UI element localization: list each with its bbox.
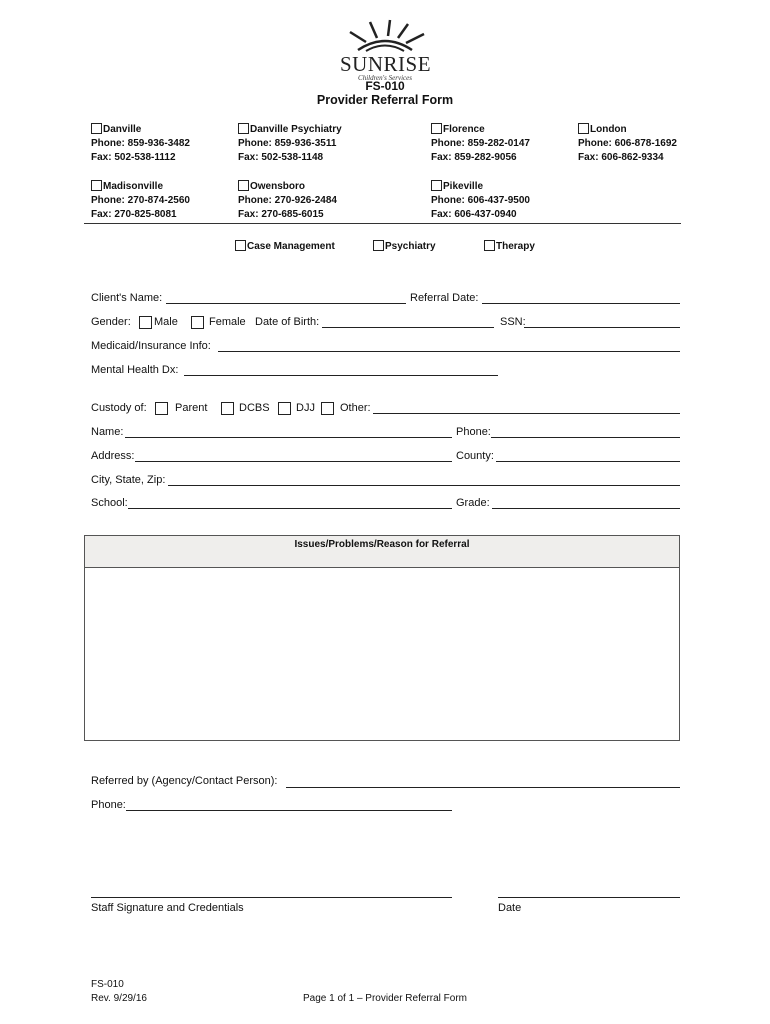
male-checkbox[interactable]: [139, 316, 152, 329]
other-label: Other:: [340, 402, 371, 414]
location-danville-psychiatry: Danville Psychiatry Phone: 859-936-3511 Fax: 502-538-1148: [238, 124, 342, 163]
referred-by-label: Referred by (Agency/Contact Person):: [91, 775, 278, 787]
service-therapy: Therapy: [484, 240, 535, 252]
staff-signature-field[interactable]: [91, 897, 452, 898]
insurance-label: Medicaid/Insurance Info:: [91, 340, 211, 352]
location-madisonville: Madisonville Phone: 270-874-2560 Fax: 270-825-8081: [91, 181, 190, 220]
grade-label: Grade:: [456, 497, 490, 509]
location-danville: Danville Phone: 859-936-3482 Fax: 502-538-1112: [91, 124, 190, 163]
location-checkbox[interactable]: [578, 123, 589, 134]
female-label: Female: [209, 316, 246, 328]
signature-date-label: Date: [498, 902, 522, 914]
logo-subtitle: Children's Services: [358, 74, 412, 82]
form-title: Provider Referral Form: [316, 93, 454, 107]
other-field[interactable]: [373, 413, 680, 414]
referral-date-field[interactable]: [482, 303, 680, 304]
client-name-label: Client's Name:: [91, 292, 163, 304]
client-name-field[interactable]: [166, 303, 406, 304]
service-case-management: Case Management: [235, 240, 335, 252]
parent-checkbox[interactable]: [155, 402, 168, 415]
service-checkbox[interactable]: [235, 240, 246, 251]
referred-by-field[interactable]: [286, 787, 680, 788]
grade-field[interactable]: [492, 508, 680, 509]
city-label: City, State, Zip:: [91, 474, 166, 486]
guardian-phone-field[interactable]: [491, 437, 680, 438]
section-divider: [84, 223, 681, 224]
school-label: School:: [91, 497, 128, 509]
ssn-label: SSN:: [500, 316, 526, 328]
location-checkbox[interactable]: [431, 180, 442, 191]
footer-form-code: FS-010: [91, 979, 124, 990]
gender-label: Gender:: [91, 316, 131, 328]
female-checkbox[interactable]: [191, 316, 204, 329]
footer-page: Page 1 of 1 – Provider Referral Form: [303, 993, 467, 1004]
county-label: County:: [456, 450, 494, 462]
location-london: London Phone: 606-878-1692 Fax: 606-862-9334: [578, 124, 677, 163]
guardian-name-field[interactable]: [125, 437, 452, 438]
other-checkbox[interactable]: [321, 402, 334, 415]
service-psychiatry: Psychiatry: [373, 240, 436, 252]
dcbs-checkbox[interactable]: [221, 402, 234, 415]
dx-field[interactable]: [184, 375, 498, 376]
referral-date-label: Referral Date:: [410, 292, 479, 304]
djj-checkbox[interactable]: [278, 402, 291, 415]
address-label: Address:: [91, 450, 135, 462]
location-checkbox[interactable]: [91, 180, 102, 191]
ssn-field[interactable]: [524, 327, 680, 328]
location-checkbox[interactable]: [91, 123, 102, 134]
djj-label: DJJ: [296, 402, 315, 414]
location-pikeville: Pikeville Phone: 606-437-9500 Fax: 606-437-0940: [431, 181, 530, 220]
sunrise-logo: [340, 18, 430, 86]
dx-label: Mental Health Dx:: [91, 364, 179, 376]
form-code: FS-010: [365, 79, 405, 93]
service-checkbox[interactable]: [373, 240, 384, 251]
referred-phone-field[interactable]: [126, 810, 452, 811]
male-label: Male: [154, 316, 178, 328]
dob-field[interactable]: [322, 327, 494, 328]
address-field[interactable]: [135, 461, 452, 462]
issues-box[interactable]: [84, 535, 680, 741]
guardian-phone-label: Phone:: [456, 426, 491, 438]
dcbs-label: DCBS: [239, 402, 270, 414]
dob-label: Date of Birth:: [255, 316, 320, 328]
parent-label: Parent: [175, 402, 208, 414]
custody-label: Custody of:: [91, 402, 147, 414]
location-checkbox[interactable]: [238, 180, 249, 191]
location-checkbox[interactable]: [431, 123, 442, 134]
referred-phone-label: Phone:: [91, 799, 126, 811]
signature-date-field[interactable]: [498, 897, 680, 898]
issues-header: Issues/Problems/Reason for Referral: [85, 536, 679, 568]
city-field[interactable]: [168, 485, 680, 486]
insurance-field[interactable]: [218, 351, 680, 352]
location-checkbox[interactable]: [238, 123, 249, 134]
location-florence: Florence Phone: 859-282-0147 Fax: 859-282-9056: [431, 124, 530, 163]
county-field[interactable]: [496, 461, 680, 462]
location-owensboro: Owensboro Phone: 270-926-2484 Fax: 270-685-6015: [238, 181, 337, 220]
logo-word: SUNRISE: [340, 52, 432, 76]
school-field[interactable]: [128, 508, 452, 509]
footer-revision: Rev. 9/29/16: [91, 993, 147, 1004]
guardian-name-label: Name:: [91, 426, 124, 438]
service-checkbox[interactable]: [484, 240, 495, 251]
staff-signature-label: Staff Signature and Credentials: [91, 902, 244, 914]
